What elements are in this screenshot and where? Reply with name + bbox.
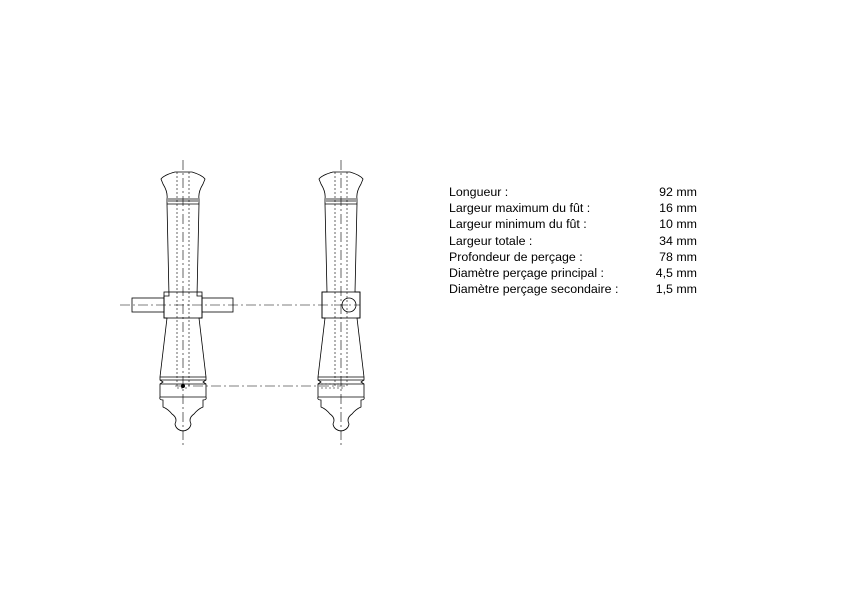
specifications-table [449, 184, 697, 297]
spec-label: Diamètre perçage secondaire : [449, 282, 619, 297]
spec-row [449, 265, 697, 281]
cannon-front-view [132, 160, 233, 447]
spec-label: Largeur minimum du fût : [449, 217, 587, 232]
spec-value: 16 mm [659, 201, 697, 216]
spec-value: 78 mm [659, 249, 697, 264]
spec-row [449, 184, 697, 200]
cannon-side-view [318, 160, 364, 447]
spec-value: 4,5 mm [655, 266, 697, 281]
spec-value: 1,5 mm [655, 282, 697, 297]
spec-label: Largeur maximum du fût : [449, 201, 591, 216]
spec-value: 10 mm [659, 217, 697, 232]
spec-label: Largeur totale : [449, 233, 533, 248]
spec-row [449, 200, 697, 216]
spec-label: Diamètre perçage principal : [449, 266, 604, 281]
spec-row [449, 216, 697, 232]
spec-label: Longueur : [449, 185, 509, 199]
spec-label: Profondeur de perçage : [449, 249, 583, 264]
spec-value: 34 mm [659, 233, 697, 248]
spec-row [449, 249, 697, 265]
spec-row [449, 281, 697, 297]
spec-value: 92 mm [659, 185, 697, 199]
spec-row [449, 233, 697, 249]
